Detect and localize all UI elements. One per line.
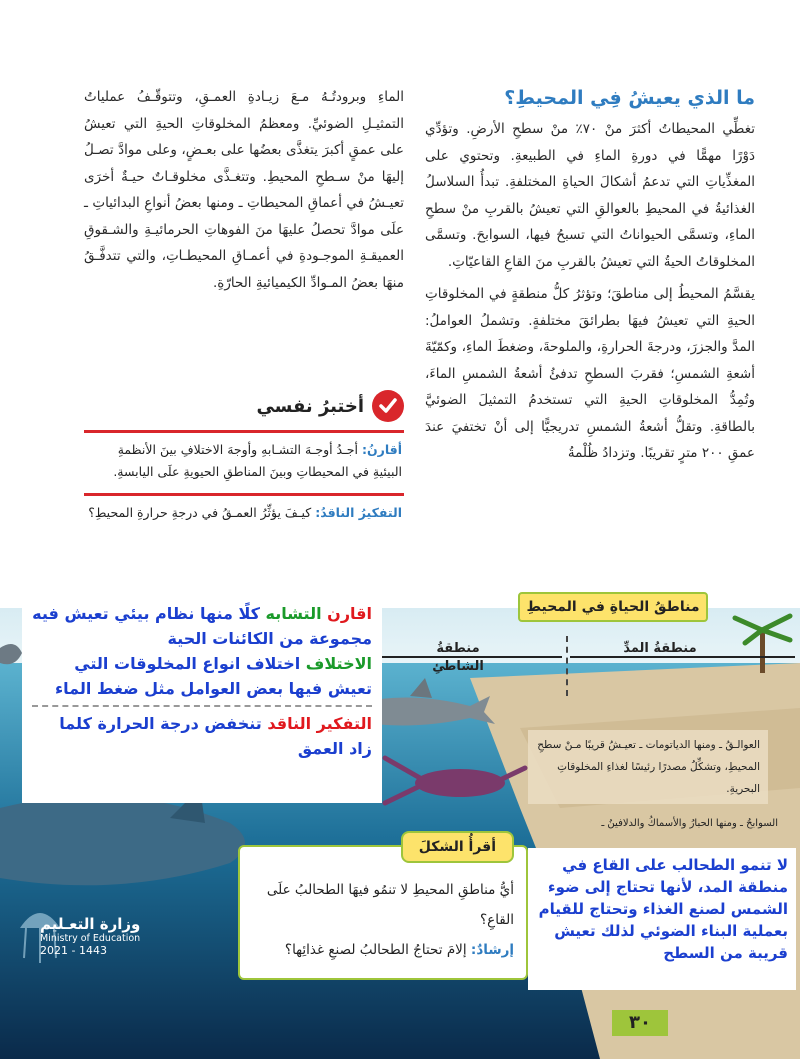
read-figure-box xyxy=(238,839,528,980)
plankton-caption: العوالـقُ ـ ومنها الدياتومات ـ تعيـشُ قريبًا مـنْ سطحِ المحيطِ، وتشكِّلُ مصدرًا رئيسًا لغذاءِ المخلوقاتِ البحريةِ. xyxy=(528,730,768,804)
annotation-similarity-label: التشابه xyxy=(265,604,322,623)
ocean-zones-banner: مناطقُ الحياةِ في المحيطِ xyxy=(518,592,708,622)
ministry-name-english: Ministry of Education xyxy=(40,933,141,944)
annotation-difference-label: الاختلاف xyxy=(305,654,372,673)
paragraph-ocean-zones: يقسَّمُ المحيطُ إلى مناطقَ؛ وتؤثرُ كلُّ منطقةٍ في المخلوقاتِ الحيةِ التي تعيشُ فيهَا بطرائقَ مختلفةٍ. وتشملُ العواملُ: المدَّ والجزرَ، ودرجةَ الحرارةِ، والملوحةَ، وضغطَ الماءِ، وكمّيّةَ أشعةِ الشمسِ؛ فقربَ السطحِ تدفئُ أشعةُ الشمسِ الماءَ، وتُمِدُّ المخلوقاتِ الحيةِ التي تستخدمُ التمثيلَ الضوئيَّ بالطاقةِ. وتقلُّ أشعةُ الشمسِ تدريجيًّا إلى أنْ تختفيَ عندَ عمقِ ٢٠٠ مترٍ تقريبًا. وتزدادُ ظُلْمةُ xyxy=(425,286,755,461)
compare-label: أقارنُ: xyxy=(361,442,402,457)
zone-label-tidal: منطقةُ المدِّ xyxy=(623,641,697,656)
main-text-column-right xyxy=(425,84,755,473)
read-figure-hint xyxy=(252,935,514,965)
critical-thinking-question xyxy=(84,493,404,532)
paragraph-ocean-intro: تغطِّي المحيطاتُ أكثرَ منْ ٧٠٪ منْ سطحِ الأرضِ. وتؤدِّي دَوْرًا مهمًّا في دورةِ الماءِ في الطبيعةِ. وتحتوي على المغذِّياتِ التي تدعمُ أشكالَ الحياةِ المختلفةِ. تبدأُ السلاسلُ الغذائيةُ في المحيطِ بالعوالقِ التي تعيشُ بالقربِ منْ سطحِ الماءِ، وتسمَّى الحيواناتُ التي تسبحُ فيها، السوابحَ. وتسمَّى المخلوقاتُ الحيةُ التي تعيشُ بالقربِ منَ القاعِ القاعيّاتِ. xyxy=(425,121,755,270)
annotation-critical-text: تنخفض درجة الحرارة كلما xyxy=(59,714,262,733)
ministry-logo xyxy=(40,915,190,995)
read-figure-tag: أقرأُ الشكلَ xyxy=(401,831,514,863)
annotation-line-4: تعيش فيها بعض العوامل مثل ضغط الماء xyxy=(54,679,372,698)
annotation-divider xyxy=(32,705,372,707)
nekton-caption: السوابحُ ـ ومنها الحبارُ والأسماكُ والدلافينُ ـ xyxy=(601,818,778,829)
annotation-line-3 xyxy=(32,651,372,676)
critical-thinking-label: التفكيرُ الناقدُ: xyxy=(315,505,402,520)
annotation-difference-text: اختلاف انواع المخلوقات التي xyxy=(74,654,301,673)
read-figure-question: أيُّ مناطقِ المحيطِ لا تنمُو فيهَا الطحالبُ علَى القاعِ؟ xyxy=(266,882,514,928)
self-test-title: أختبرُ نفسي xyxy=(256,395,364,417)
annotation-line-5 xyxy=(32,711,372,736)
ministry-year: 2021 - 1443 xyxy=(40,944,107,957)
answer-annotation-compare xyxy=(22,595,382,803)
annotation-critical-label: التفكير الناقد xyxy=(267,714,372,733)
self-test-section xyxy=(84,390,404,532)
paragraph-deep-ocean: الماءِ وبرودتُـهُ مـعَ زيـادةِ العمـقِ، وتتوقّـفُ عملياتُ التمثيـلِ الضوئيِّ. ومعظمُ المخلوقاتِ الحيةِ التي تعيشُ على عمقٍ أكبرَ يتغذَّى بعضُها على بعـضٍ، وعلى موادَّ تصـلُ إليهَا منْ سـطحِ المحيطِ. وتتغـذَّى مخلوقـاتٌ حيـةٌ أخرَى تعيـشُ في أعماقِ المحيطاتِ ـ ومنها بعضُ أنواعِ البدائياتِ ـ علَى موادَّ تحصلُ عليهَا منَ الفوهاتِ الحرمائيـةِ والشـقوقِ العميقـةِ الموجـودةِ في أعمـاقِ المحيطـاتِ، والتي تتدفَّـقُ منهَا بعضُ المـوادِّ الكيميائيةِ الحارّةِ. xyxy=(84,89,404,291)
compare-question xyxy=(84,430,404,491)
critical-thinking-text: كيـفَ يؤثِّرُ العمـقُ في درجةِ حرارةِ المحيطِ؟ xyxy=(88,505,312,520)
hint-text: إلامَ تحتاجُ الطحالبُ لصنعِ غذائِها؟ xyxy=(284,942,467,958)
ministry-name-arabic: وزارة التعـليم xyxy=(40,915,141,933)
annotation-line-2: مجموعة من الكائنات الحية xyxy=(167,629,372,648)
annotation-line-1 xyxy=(32,601,372,626)
compare-text: أجـدُ أوجـهَ التشـابهِ وأوجهَ الاختلافِ بينَ الأنظمةِ البيئيةِ في المحيطاتِ وبينَ المناطقِ الحيويةِ علَى اليابسةِ. xyxy=(113,442,402,479)
check-icon xyxy=(372,390,404,422)
main-text-column-left xyxy=(84,84,404,302)
annotation-compare-label: اقارن xyxy=(327,604,372,623)
section-heading: ما الذي يعيشُ فِي المحيطِ؟ xyxy=(504,87,755,109)
answer-annotation-algae: لا تنمو الطحالب على القاع في منطقة المد، لأنها تحتاج إلى ضوء الشمس لصنع الغذاء وتحتاج للقيام بعملية البناء الضوئي لذلك تعيش قريبة من السطح xyxy=(528,848,796,990)
annotation-similarity-text: كلًا منها نظام بيئي تعيش فيه xyxy=(32,604,260,623)
page-number: ٣٠ xyxy=(612,1010,668,1036)
hint-label: إرشادٌ: xyxy=(470,942,514,958)
zone-divider xyxy=(566,636,568,696)
annotation-line-6: زاد العمق xyxy=(297,739,372,758)
zone-label-coastal: منطقةُ الشاطئِ xyxy=(432,641,484,674)
